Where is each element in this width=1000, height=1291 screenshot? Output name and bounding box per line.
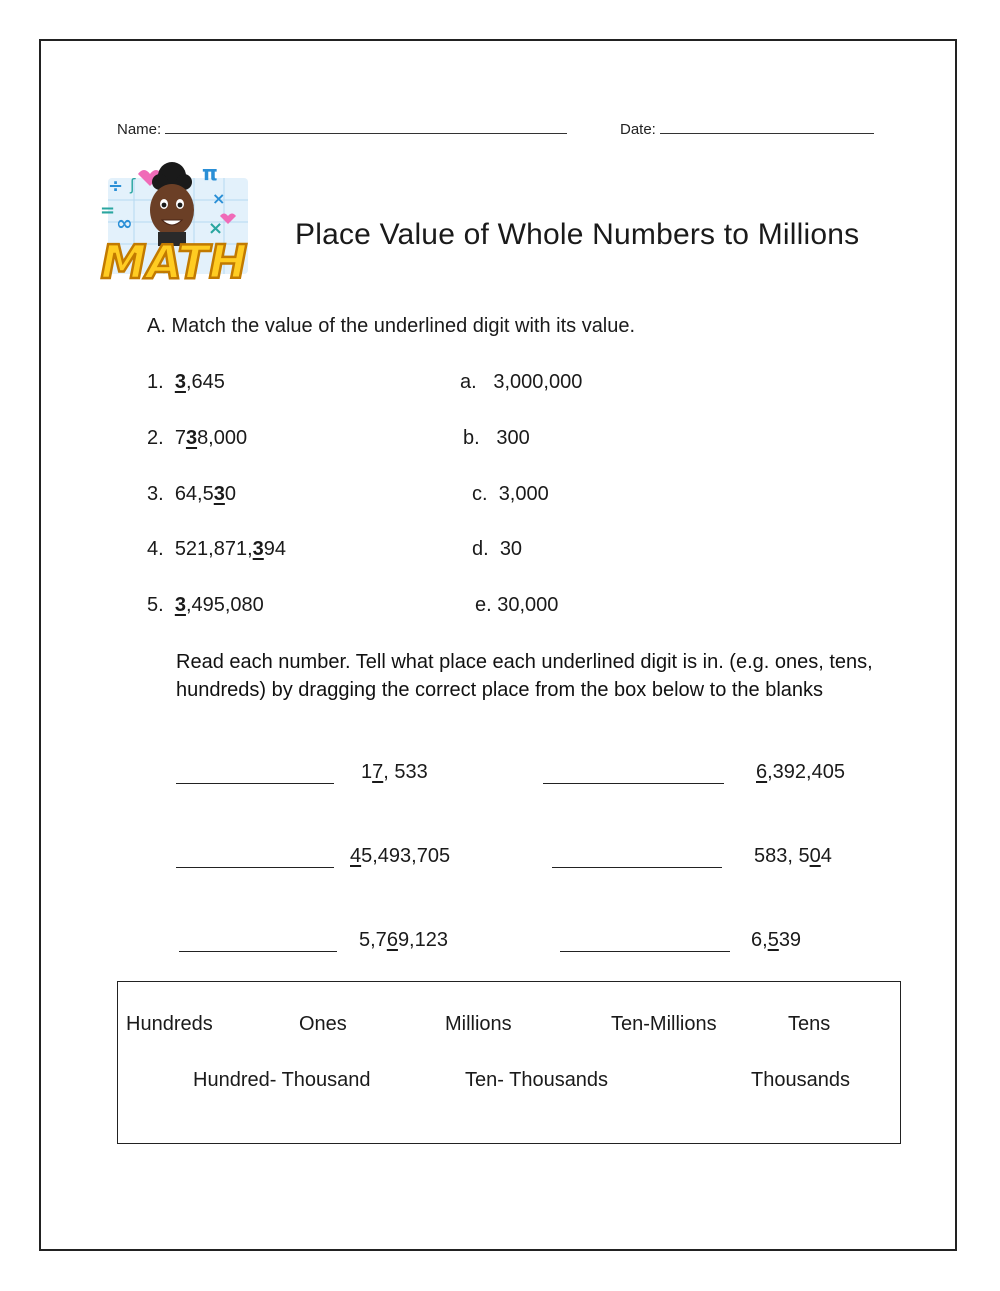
match-item-4 xyxy=(147,538,286,561)
answer-blank-2[interactable] xyxy=(543,765,724,784)
item-number: 2. xyxy=(147,427,164,449)
underlined-digit: 6 xyxy=(756,761,768,783)
option-letter: e. xyxy=(475,594,492,616)
math-logo-text: MATH xyxy=(100,235,248,288)
item-number: 1. xyxy=(147,371,164,393)
page-title: Place Value of Whole Numbers to Millions xyxy=(295,218,860,251)
number-post: ,392,405 xyxy=(767,761,845,783)
answer-blank-4[interactable] xyxy=(552,849,722,868)
word-bank-ten-thousands[interactable]: Ten- Thousands xyxy=(465,1069,609,1091)
option-value: 3,000,000 xyxy=(493,371,583,393)
place-number-4 xyxy=(754,845,832,868)
item-number: 4. xyxy=(147,538,164,560)
match-item-2 xyxy=(147,427,247,450)
match-option-d[interactable] xyxy=(472,538,522,561)
name-label: Name: xyxy=(117,121,162,138)
answer-blank-5[interactable] xyxy=(179,933,337,952)
underlined-digit: 6 xyxy=(386,929,398,951)
number-pre: 5,7 xyxy=(359,929,387,951)
match-option-c[interactable] xyxy=(472,483,549,506)
section-a-instruction: A. Match the value of the underlined digit with its value. xyxy=(147,315,636,337)
word-bank-ones[interactable]: Ones xyxy=(299,1013,347,1035)
place-number-6 xyxy=(751,929,801,952)
option-letter: a. xyxy=(460,371,477,393)
math-logo-graphic xyxy=(94,160,254,288)
match-item-3 xyxy=(147,483,236,506)
word-bank-thousands[interactable]: Thousands xyxy=(751,1069,850,1091)
date-label: Date: xyxy=(620,121,656,138)
svg-text:=: = xyxy=(100,200,116,221)
word-bank-hundreds[interactable]: Hundreds xyxy=(126,1013,213,1035)
answer-blank-6[interactable] xyxy=(560,933,730,952)
svg-text:÷: ÷ xyxy=(108,176,124,197)
word-bank-tens[interactable]: Tens xyxy=(788,1013,831,1035)
underlined-digit: 3 xyxy=(213,483,225,505)
word-bank-hundred-thousand[interactable]: Hundred- Thousand xyxy=(193,1069,371,1091)
match-option-a[interactable] xyxy=(460,371,582,394)
number-post: 4 xyxy=(820,845,832,867)
option-value: 300 xyxy=(496,427,530,449)
place-number-1 xyxy=(361,761,428,784)
name-field xyxy=(117,119,567,138)
item-digits-post: 94 xyxy=(263,538,287,560)
underlined-digit: 3 xyxy=(252,538,264,560)
item-digits-post: 0 xyxy=(224,483,236,505)
item-digits-pre: 64,5 xyxy=(174,483,214,505)
underlined-digit: 5 xyxy=(767,929,779,951)
answer-blank-1[interactable] xyxy=(176,765,334,784)
date-line xyxy=(660,119,874,134)
svg-text:ʃ: ʃ xyxy=(130,175,136,194)
word-bank xyxy=(117,981,901,1144)
option-value: 30 xyxy=(499,538,523,560)
word-bank-millions[interactable]: Millions xyxy=(445,1013,512,1035)
answer-blank-3[interactable] xyxy=(176,849,334,868)
place-number-3 xyxy=(350,845,450,868)
number-post: 39 xyxy=(778,929,802,951)
place-number-5 xyxy=(359,929,448,952)
number-post: 9,123 xyxy=(397,929,448,951)
item-number: 5. xyxy=(147,594,164,616)
number-post: , 533 xyxy=(383,761,428,783)
match-item-5 xyxy=(147,594,264,617)
underlined-digit: 4 xyxy=(350,845,362,867)
match-option-b[interactable] xyxy=(463,427,530,450)
name-line xyxy=(165,119,567,134)
option-letter: c. xyxy=(472,483,488,505)
option-value: 3,000 xyxy=(498,483,549,505)
number-post: 5,493,705 xyxy=(361,845,451,867)
number-pre: 6, xyxy=(751,929,768,951)
section-b-instruction: Read each number. Tell what place each underlined digit is in. (e.g. ones, tens, hundreds) by dragging the correct place from the box below to the blanks xyxy=(176,651,873,701)
underlined-digit: 3 xyxy=(174,594,186,616)
svg-text:∞: ∞ xyxy=(116,211,133,235)
underlined-digit: 3 xyxy=(185,427,198,449)
svg-text:×: × xyxy=(208,218,224,239)
word-bank-ten-millions[interactable]: Ten-Millions xyxy=(611,1013,717,1035)
svg-text:×: × xyxy=(212,189,226,208)
underlined-digit: 3 xyxy=(174,371,186,393)
option-letter: b. xyxy=(463,427,480,449)
option-letter: d. xyxy=(472,538,489,560)
date-field xyxy=(620,119,874,138)
underlined-digit: 0 xyxy=(809,845,821,867)
item-digits-post: ,495,080 xyxy=(185,594,264,616)
match-item-1 xyxy=(147,371,225,394)
item-digits-post: ,645 xyxy=(185,371,225,393)
item-number: 3. xyxy=(147,483,164,505)
item-digits-post: 8,000 xyxy=(197,427,248,449)
svg-text:π: π xyxy=(202,161,218,185)
item-digits-pre: 521,871, xyxy=(174,538,253,560)
number-pre: 1 xyxy=(361,761,373,783)
place-number-2 xyxy=(756,761,845,784)
match-option-e[interactable] xyxy=(475,594,558,617)
item-digits-pre: 7 xyxy=(174,427,186,449)
option-value: 30,000 xyxy=(497,594,559,616)
underlined-digit: 7 xyxy=(372,761,384,783)
math-logo xyxy=(94,160,254,288)
number-pre: 583, 5 xyxy=(754,845,810,867)
